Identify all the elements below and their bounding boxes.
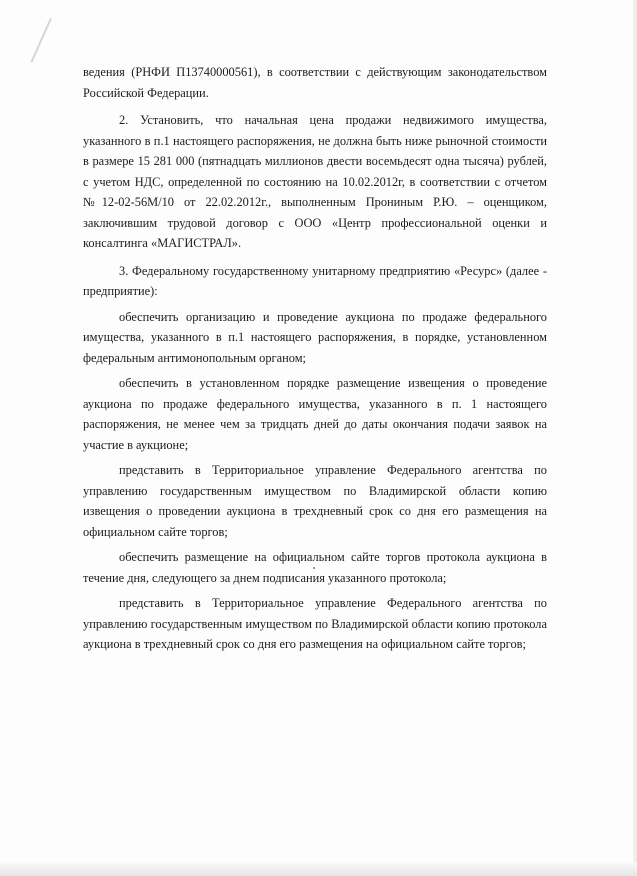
subparagraph-publish-notice: обеспечить в установленном порядке размещение извещения о проведение аукциона по продаже федерального имущества, указанного в п. 1 настоящего распоряжения, не менее чем за тридцать дней до даты окончания подачи заявок на участие в аукционе; (83, 376, 547, 452)
paragraph-continuation: ведения (РНФИ П13740000561), в соответствии с действующим законодательством Российской Федерации. (83, 65, 547, 100)
subparagraph-organize-auction: обеспечить организацию и проведение аукциона по продаже федерального имущества, указанного в п.1 настоящего распоряжения, в порядке, установленном федеральным антимонопольным органом; (83, 309, 547, 365)
scan-edge-right (633, 0, 637, 876)
paragraph-item-3-enterprise: 3. Федеральному государственному унитарному предприятию «Ресурс» (далее - предприятие): (83, 263, 547, 298)
subparagraph-submit-notice-copy: представить в Территориальное управление Федерального агентства по управлению государственным имуществом по Владимирской области копию извещения о проведении аукциона в трехдневный срок со дня его размещения на официальном сайте торгов; (83, 463, 547, 539)
scan-artifact-mark (30, 18, 51, 63)
document-body (83, 62, 547, 655)
paragraph-item-2-price: 2. Установить, что начальная цена продажи недвижимого имущества, указанного в п.1 настоящего распоряжения, не должна быть ниже рыночной стоимости в размере 15 281 000 (пятнадцать миллионов двести восемьдесят одна тысяча) рублей, с учетом НДС, определенной по состоянию на 10.02.2012г, в соответствии с отчетом №12-02-56М/10 от 22.02.2012г., выполненным Прониным Р.Ю. – оценщиком, заключившим трудовой договор с ООО «Центр профессиональной оценки и консалтинга «МАГИСТРАЛ». (83, 113, 547, 250)
scan-edge-bottom (0, 862, 637, 876)
subparagraph-publish-protocol: обеспечить размещение на официальном сайте торгов протокола аукциона в течение дня, следующего за днем подписания указанного протокола; (83, 550, 547, 585)
subparagraph-submit-protocol-copy: представить в Территориальное управление Федерального агентства по управлению государственным имуществом по Владимирской области копию протокола аукциона в трехдневный срок со дня его размещения на официальном сайте торгов; (83, 596, 547, 651)
